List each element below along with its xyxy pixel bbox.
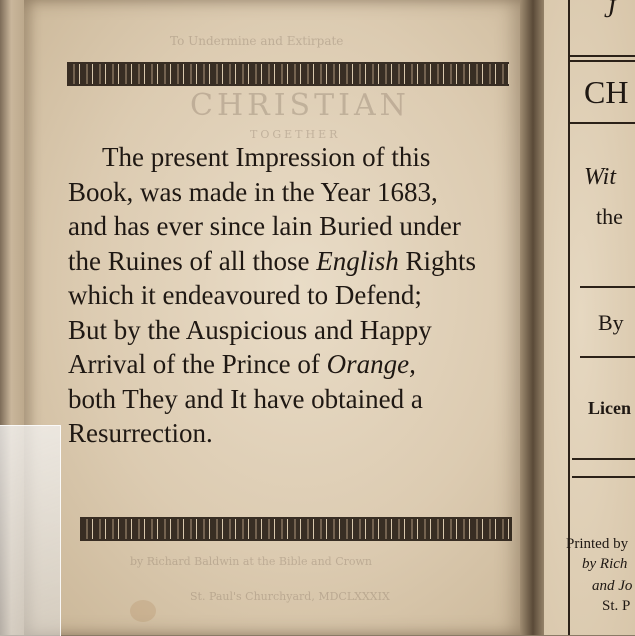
ghost-text-together: TOGETHER [250, 128, 341, 141]
text-line: Resurrection. [68, 418, 213, 448]
text-line [68, 347, 513, 382]
rule-line [568, 55, 635, 57]
preface-paragraph [68, 140, 513, 451]
book-gutter [520, 0, 546, 635]
text-line: Book, was made in the Year 1683, [68, 176, 438, 207]
italic-word-orange: Orange, [326, 349, 416, 379]
text-fragment-the: the [596, 204, 623, 229]
title-fragment: CH [584, 74, 629, 110]
italic-word-english: English [316, 245, 399, 276]
header-fragment: J [604, 0, 616, 23]
ghost-text-imprint: by Richard Baldwin at the Bible and Crown [130, 555, 372, 568]
text-line: both They and It have obtained a [68, 383, 423, 414]
plastic-clip [0, 425, 61, 636]
ornamental-border-bottom [80, 517, 512, 541]
imprint-line: and Jo [592, 578, 633, 594]
right-page [544, 0, 635, 635]
text-line: which it endeavoured to Defend; [68, 280, 422, 310]
ornamental-border-top [67, 62, 509, 86]
text-segment: the Ruines of all those [68, 245, 310, 276]
text-segment: Arrival of the Prince of [68, 349, 320, 379]
rule-line [572, 476, 635, 478]
rule-line [572, 458, 635, 460]
text-fragment-with: Wit [584, 164, 617, 190]
text-line [68, 244, 513, 279]
text-fragment-licensed: Licen [588, 398, 631, 418]
imprint-line: St. P [602, 598, 631, 614]
imprint-line: by Rich [582, 556, 628, 572]
rule-line [568, 60, 635, 62]
text-segment: Rights [405, 245, 477, 276]
paper-stain [130, 600, 156, 622]
rule-line [580, 286, 635, 288]
rule-line [580, 356, 635, 358]
ghost-text-date: St. Paul's Churchyard, MDCLXXXIX [190, 590, 390, 603]
rule-line [568, 122, 635, 124]
text-line: The present Impression of this [102, 142, 431, 172]
ghost-text-top: To Undermine and Extirpate [170, 34, 344, 48]
text-line: But by the Auspicious and Happy [68, 314, 432, 345]
text-line: and has ever since lain Buried under [68, 211, 461, 241]
imprint-line: Printed by [566, 536, 629, 552]
text-fragment-by: By [598, 310, 624, 335]
ghost-text-heading: CHRISTIAN [190, 88, 410, 123]
